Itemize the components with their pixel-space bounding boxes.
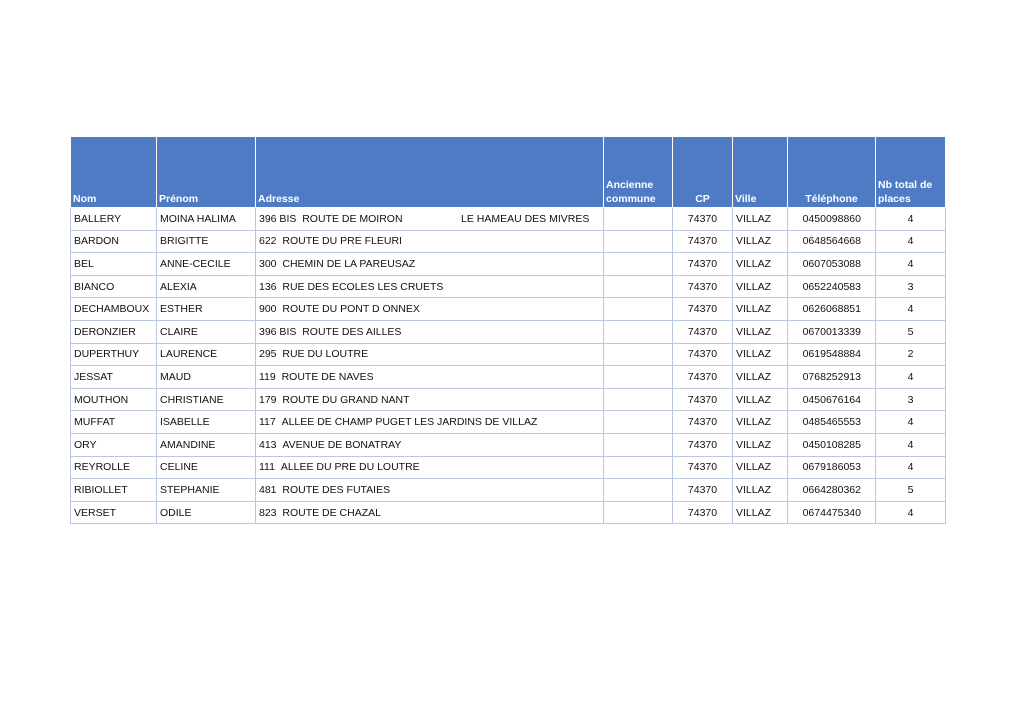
- cell-cp: 74370: [673, 298, 733, 321]
- cell-nom: DERONZIER: [71, 320, 157, 343]
- address-street: ROUTE DES FUTAIES: [282, 483, 391, 496]
- header-prenom: Prénom: [157, 137, 256, 208]
- cell-adresse: [256, 501, 604, 524]
- cell-adresse: [256, 298, 604, 321]
- cell-prenom: MOINA HALIMA: [157, 208, 256, 231]
- cell-prenom: BRIGITTE: [157, 230, 256, 253]
- address-number: 622: [259, 235, 277, 248]
- cell-cp: 74370: [673, 433, 733, 456]
- cell-nb-places: 4: [876, 411, 946, 434]
- address-number: 413: [259, 438, 277, 451]
- cell-cp: 74370: [673, 456, 733, 479]
- cell-ville: VILLAZ: [733, 275, 788, 298]
- cell-prenom: CELINE: [157, 456, 256, 479]
- table-row: [71, 388, 946, 411]
- cell-adresse: [256, 275, 604, 298]
- cell-ancienne-commune: [604, 388, 673, 411]
- cell-prenom: CHRISTIANE: [157, 388, 256, 411]
- cell-nom: BARDON: [71, 230, 157, 253]
- address-number: 396 BIS: [259, 325, 297, 338]
- cell-telephone: 0679186053: [788, 456, 876, 479]
- cell-prenom: ESTHER: [157, 298, 256, 321]
- cell-nom: BALLERY: [71, 208, 157, 231]
- cell-prenom: MAUD: [157, 366, 256, 389]
- cell-nom: MOUTHON: [71, 388, 157, 411]
- cell-nb-places: 3: [876, 388, 946, 411]
- cell-adresse: [256, 388, 604, 411]
- address-street: RUE DES ECOLES LES CRUETS: [282, 280, 444, 293]
- cell-ville: VILLAZ: [733, 456, 788, 479]
- cell-ancienne-commune: [604, 298, 673, 321]
- address-street: ROUTE DU GRAND NANT: [282, 393, 410, 406]
- address-street: ROUTE DES AILLES: [302, 325, 402, 338]
- address-number: 117: [259, 416, 276, 429]
- cell-nom: RIBIOLLET: [71, 479, 157, 502]
- header-nb-places: Nb total de places: [876, 137, 946, 208]
- cell-telephone: 0648564668: [788, 230, 876, 253]
- cell-nb-places: 4: [876, 366, 946, 389]
- cell-adresse: [256, 411, 604, 434]
- cell-cp: 74370: [673, 366, 733, 389]
- cell-ville: VILLAZ: [733, 320, 788, 343]
- address-complement: LE HAMEAU DES MIVRES: [461, 212, 590, 225]
- cell-prenom: CLAIRE: [157, 320, 256, 343]
- address-street: ROUTE DU PONT D ONNEX: [282, 303, 420, 316]
- header-row: [71, 137, 946, 208]
- address-street: AVENUE DE BONATRAY: [282, 438, 402, 451]
- contacts-table: [70, 136, 946, 524]
- cell-cp: 74370: [673, 501, 733, 524]
- cell-nom: MUFFAT: [71, 411, 157, 434]
- cell-nom: BEL: [71, 253, 157, 276]
- address-number: 300: [259, 257, 277, 270]
- cell-prenom: STEPHANIE: [157, 479, 256, 502]
- cell-ancienne-commune: [604, 230, 673, 253]
- address-number: 136: [259, 280, 277, 293]
- cell-nom: DUPERTHUY: [71, 343, 157, 366]
- cell-telephone: 0450108285: [788, 433, 876, 456]
- cell-ville: VILLAZ: [733, 501, 788, 524]
- cell-adresse: [256, 343, 604, 366]
- cell-nb-places: 4: [876, 501, 946, 524]
- table-body: [71, 208, 946, 524]
- table-row: [71, 320, 946, 343]
- cell-cp: 74370: [673, 343, 733, 366]
- cell-ville: VILLAZ: [733, 388, 788, 411]
- table-row: [71, 433, 946, 456]
- cell-adresse: [256, 479, 604, 502]
- cell-adresse: [256, 208, 604, 231]
- cell-ville: VILLAZ: [733, 253, 788, 276]
- cell-cp: 74370: [673, 253, 733, 276]
- cell-telephone: 0652240583: [788, 275, 876, 298]
- address-street: ROUTE DU PRE FLEURI: [282, 235, 402, 248]
- cell-nb-places: 5: [876, 320, 946, 343]
- cell-ancienne-commune: [604, 501, 673, 524]
- cell-nb-places: 4: [876, 208, 946, 231]
- address-street: CHEMIN DE LA PAREUSAZ: [282, 257, 416, 270]
- cell-prenom: ODILE: [157, 501, 256, 524]
- cell-nb-places: 2: [876, 343, 946, 366]
- cell-nb-places: 4: [876, 253, 946, 276]
- cell-prenom: ANNE-CECILE: [157, 253, 256, 276]
- cell-telephone: 0670013339: [788, 320, 876, 343]
- table-row: [71, 479, 946, 502]
- cell-ancienne-commune: [604, 343, 673, 366]
- cell-nb-places: 4: [876, 456, 946, 479]
- cell-nb-places: 3: [876, 275, 946, 298]
- address-number: 900: [259, 303, 277, 316]
- header-adresse: Adresse: [256, 137, 604, 208]
- cell-adresse: [256, 366, 604, 389]
- cell-telephone: 0450098860: [788, 208, 876, 231]
- cell-nb-places: 4: [876, 433, 946, 456]
- cell-prenom: AMANDINE: [157, 433, 256, 456]
- cell-nb-places: 4: [876, 230, 946, 253]
- address-number: 396 BIS: [259, 212, 297, 225]
- table-row: [71, 230, 946, 253]
- cell-ancienne-commune: [604, 253, 673, 276]
- header-ancienne-commune: Ancienne commune: [604, 137, 673, 208]
- cell-cp: 74370: [673, 208, 733, 231]
- cell-nb-places: 4: [876, 298, 946, 321]
- address-number: 179: [259, 393, 277, 406]
- cell-ville: VILLAZ: [733, 298, 788, 321]
- cell-ville: VILLAZ: [733, 343, 788, 366]
- cell-prenom: ISABELLE: [157, 411, 256, 434]
- cell-prenom: LAURENCE: [157, 343, 256, 366]
- cell-cp: 74370: [673, 479, 733, 502]
- cell-cp: 74370: [673, 411, 733, 434]
- cell-ancienne-commune: [604, 366, 673, 389]
- cell-telephone: 0485465553: [788, 411, 876, 434]
- address-street: ROUTE DE MOIRON: [302, 212, 403, 225]
- cell-cp: 74370: [673, 230, 733, 253]
- cell-nom: BIANCO: [71, 275, 157, 298]
- cell-cp: 74370: [673, 275, 733, 298]
- table-row: [71, 298, 946, 321]
- cell-ville: VILLAZ: [733, 208, 788, 231]
- cell-adresse: [256, 320, 604, 343]
- header-ville: Ville: [733, 137, 788, 208]
- cell-telephone: 0607053088: [788, 253, 876, 276]
- cell-nom: ORY: [71, 433, 157, 456]
- cell-nom: JESSAT: [71, 366, 157, 389]
- cell-ville: VILLAZ: [733, 479, 788, 502]
- table-row: [71, 275, 946, 298]
- address-street: ALLEE DU PRE DU LOUTRE: [280, 461, 420, 474]
- table-row: [71, 343, 946, 366]
- cell-ville: VILLAZ: [733, 433, 788, 456]
- address-number: 823: [259, 506, 277, 519]
- address-street: ROUTE DE NAVES: [281, 370, 374, 383]
- cell-telephone: 0674475340: [788, 501, 876, 524]
- address-number: 119: [259, 370, 276, 383]
- cell-telephone: 0450676164: [788, 388, 876, 411]
- address-number: 481: [259, 483, 277, 496]
- cell-telephone: 0768252913: [788, 366, 876, 389]
- cell-ville: VILLAZ: [733, 230, 788, 253]
- cell-ancienne-commune: [604, 208, 673, 231]
- address-number: 295: [259, 348, 277, 361]
- table-row: [71, 411, 946, 434]
- cell-cp: 74370: [673, 388, 733, 411]
- cell-nom: VERSET: [71, 501, 157, 524]
- address-street: RUE DU LOUTRE: [282, 348, 369, 361]
- cell-ancienne-commune: [604, 456, 673, 479]
- table-row: [71, 253, 946, 276]
- address-number: 111: [259, 461, 275, 474]
- cell-telephone: 0619548884: [788, 343, 876, 366]
- cell-ville: VILLAZ: [733, 366, 788, 389]
- cell-adresse: [256, 230, 604, 253]
- table-row: [71, 366, 946, 389]
- cell-ancienne-commune: [604, 433, 673, 456]
- address-street: ALLEE DE CHAMP PUGET LES JARDINS DE VILLAZ: [281, 416, 538, 429]
- cell-nom: DECHAMBOUX: [71, 298, 157, 321]
- cell-prenom: ALEXIA: [157, 275, 256, 298]
- cell-ancienne-commune: [604, 479, 673, 502]
- header-cp: CP: [673, 137, 733, 208]
- table-row: [71, 208, 946, 231]
- cell-telephone: 0664280362: [788, 479, 876, 502]
- table-row: [71, 501, 946, 524]
- header-nom: Nom: [71, 137, 157, 208]
- cell-ancienne-commune: [604, 320, 673, 343]
- cell-nom: REYROLLE: [71, 456, 157, 479]
- cell-adresse: [256, 433, 604, 456]
- cell-ville: VILLAZ: [733, 411, 788, 434]
- cell-ancienne-commune: [604, 275, 673, 298]
- table-row: [71, 456, 946, 479]
- cell-nb-places: 5: [876, 479, 946, 502]
- address-street: ROUTE DE CHAZAL: [282, 506, 381, 519]
- cell-adresse: [256, 456, 604, 479]
- cell-ancienne-commune: [604, 411, 673, 434]
- cell-telephone: 0626068851: [788, 298, 876, 321]
- cell-adresse: [256, 253, 604, 276]
- header-telephone: Téléphone: [788, 137, 876, 208]
- cell-cp: 74370: [673, 320, 733, 343]
